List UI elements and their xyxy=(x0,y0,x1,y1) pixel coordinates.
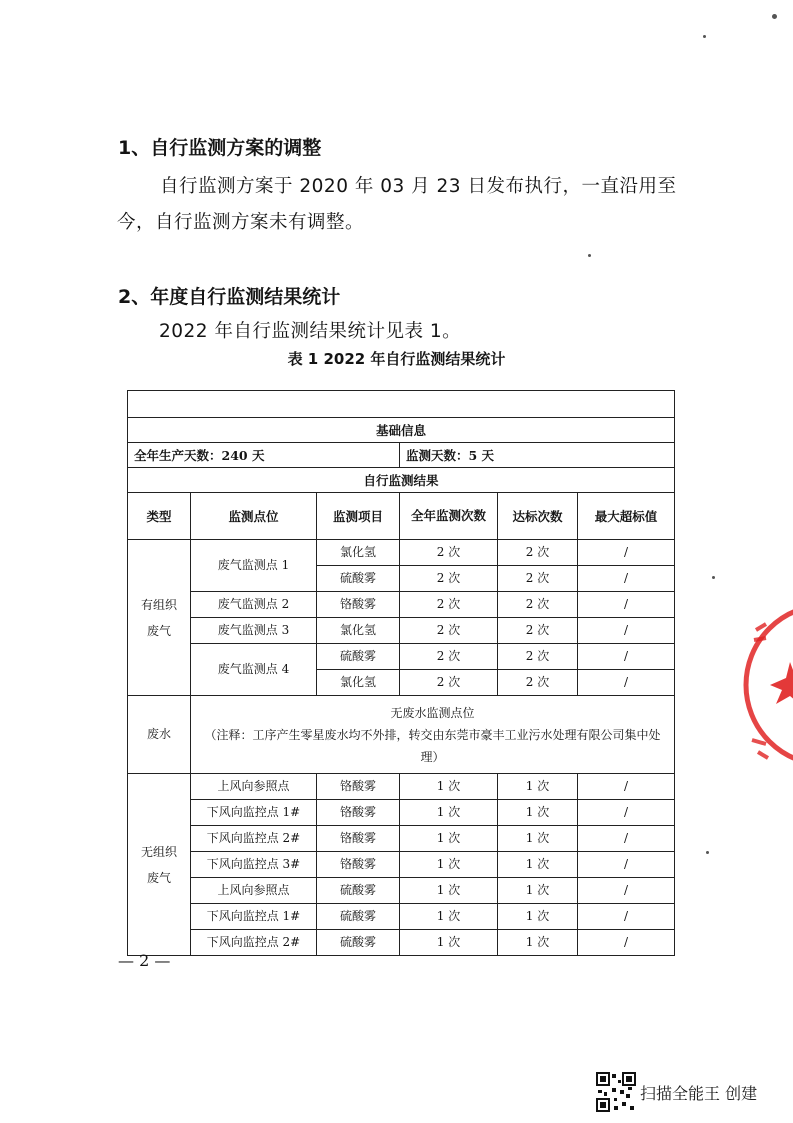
count-cell: 2 次 xyxy=(400,644,498,670)
pass-cell: 1 次 xyxy=(498,904,578,930)
max-cell: / xyxy=(578,566,675,592)
pass-cell: 1 次 xyxy=(498,826,578,852)
count-cell: 1 次 xyxy=(400,852,498,878)
item-cell: 氯化氢 xyxy=(317,670,400,696)
wastewater-info xyxy=(191,696,675,774)
count-cell: 1 次 xyxy=(400,826,498,852)
pass-cell: 1 次 xyxy=(498,878,578,904)
item-cell: 硫酸雾 xyxy=(317,930,400,956)
pass-cell: 2 次 xyxy=(498,540,578,566)
section-1-paragraph-line-2: 今，自行监测方案未有调整。 xyxy=(117,212,365,233)
monitoring-days: 监测天数：5 天 xyxy=(400,443,675,468)
item-cell: 硫酸雾 xyxy=(317,904,400,930)
page-number: — 2 — xyxy=(118,951,171,970)
header-pass-count: 达标次数 xyxy=(498,493,578,540)
table-row xyxy=(128,904,675,930)
header-annual-count: 全年监测次数 xyxy=(400,493,498,540)
pass-cell: 1 次 xyxy=(498,800,578,826)
max-cell: / xyxy=(578,644,675,670)
count-cell: 1 次 xyxy=(400,904,498,930)
pass-cell: 1 次 xyxy=(498,930,578,956)
item-cell: 氯化氢 xyxy=(317,540,400,566)
max-cell: / xyxy=(578,852,675,878)
count-cell: 1 次 xyxy=(400,878,498,904)
results-title-row xyxy=(128,468,675,493)
basic-info-title: 基础信息 xyxy=(128,418,675,443)
table-top-blank-cell xyxy=(128,391,675,418)
count-cell: 2 次 xyxy=(400,670,498,696)
section-2-intro: 2022 年自行监测结果统计见表 1。 xyxy=(159,321,462,342)
point-cell: 下风向监控点 3# xyxy=(191,852,317,878)
wastewater-title: 无废水监测点位 xyxy=(390,705,475,720)
production-days: 全年生产天数：240 天 xyxy=(128,443,400,468)
item-cell: 氯化氢 xyxy=(317,618,400,644)
wastewater-note: （注释：工序产生零星废水均不外排，转交由东莞市豪丰工业污水处理有限公司集中处理） xyxy=(204,727,661,764)
header-point: 监测点位 xyxy=(191,493,317,540)
item-cell: 硫酸雾 xyxy=(317,644,400,670)
count-cell: 2 次 xyxy=(400,618,498,644)
pass-cell: 1 次 xyxy=(498,852,578,878)
monitoring-results-table xyxy=(127,390,675,956)
item-cell: 铬酸雾 xyxy=(317,800,400,826)
item-cell: 硫酸雾 xyxy=(317,878,400,904)
header-max-exceed: 最大超标值 xyxy=(578,493,675,540)
section-1-paragraph-line-1: 自行监测方案于 2020 年 03 月 23 日发布执行，一直沿用至 xyxy=(160,176,677,197)
point-cell: 废气监测点 3 xyxy=(191,618,317,644)
table-row xyxy=(128,930,675,956)
count-cell: 1 次 xyxy=(400,930,498,956)
max-cell: / xyxy=(578,670,675,696)
table-row xyxy=(128,540,675,566)
point-cell: 废气监测点 4 xyxy=(191,644,317,696)
point-cell: 废气监测点 2 xyxy=(191,592,317,618)
point-cell: 上风向参照点 xyxy=(191,878,317,904)
scan-speck xyxy=(703,35,706,38)
item-cell: 铬酸雾 xyxy=(317,592,400,618)
scan-speck xyxy=(588,254,591,257)
pass-cell: 2 次 xyxy=(498,618,578,644)
scan-speck xyxy=(772,14,777,19)
pass-cell: 2 次 xyxy=(498,644,578,670)
max-cell: / xyxy=(578,774,675,800)
table-top-blank-row xyxy=(128,391,675,418)
point-cell: 下风向监控点 2# xyxy=(191,826,317,852)
results-title: 自行监测结果 xyxy=(128,468,675,493)
pass-cell: 2 次 xyxy=(498,592,578,618)
max-cell: / xyxy=(578,592,675,618)
item-cell: 铬酸雾 xyxy=(317,774,400,800)
table-row xyxy=(128,774,675,800)
qr-code-icon xyxy=(596,1072,636,1112)
table-row xyxy=(128,852,675,878)
point-cell: 下风向监控点 1# xyxy=(191,904,317,930)
max-cell: / xyxy=(578,878,675,904)
red-seal-stamp-icon xyxy=(738,600,793,770)
max-cell: / xyxy=(578,540,675,566)
type-organized-gas: 有组织 废气 xyxy=(128,540,191,696)
item-cell: 铬酸雾 xyxy=(317,826,400,852)
header-type: 类型 xyxy=(128,493,191,540)
count-cell: 1 次 xyxy=(400,774,498,800)
header-item: 监测项目 xyxy=(317,493,400,540)
count-cell: 2 次 xyxy=(400,566,498,592)
scanner-watermark: 扫描全能王 创建 xyxy=(640,1084,758,1103)
type-wastewater: 废水 xyxy=(128,696,191,774)
table-header-row xyxy=(128,493,675,540)
table-row xyxy=(128,644,675,670)
point-cell: 下风向监控点 2# xyxy=(191,930,317,956)
max-cell: / xyxy=(578,826,675,852)
max-cell: / xyxy=(578,904,675,930)
pass-cell: 2 次 xyxy=(498,566,578,592)
point-cell: 下风向监控点 1# xyxy=(191,800,317,826)
table-row xyxy=(128,592,675,618)
table-caption: 表 1 2022 年自行监测结果统计 xyxy=(287,350,506,368)
scan-speck xyxy=(712,576,715,579)
basic-info-title-row xyxy=(128,418,675,443)
max-cell: / xyxy=(578,930,675,956)
pass-cell: 2 次 xyxy=(498,670,578,696)
item-cell: 铬酸雾 xyxy=(317,852,400,878)
table-row xyxy=(128,826,675,852)
wastewater-row xyxy=(128,696,675,774)
max-cell: / xyxy=(578,618,675,644)
max-cell: / xyxy=(578,800,675,826)
section-2-heading: 2、年度自行监测结果统计 xyxy=(118,286,341,308)
count-cell: 2 次 xyxy=(400,540,498,566)
point-cell: 废气监测点 1 xyxy=(191,540,317,592)
section-1-heading: 1、自行监测方案的调整 xyxy=(118,137,322,159)
pass-cell: 1 次 xyxy=(498,774,578,800)
table-row xyxy=(128,800,675,826)
type-unorganized-gas: 无组织 废气 xyxy=(128,774,191,956)
basic-info-values-row xyxy=(128,443,675,468)
item-cell: 硫酸雾 xyxy=(317,566,400,592)
table-row xyxy=(128,618,675,644)
point-cell: 上风向参照点 xyxy=(191,774,317,800)
count-cell: 1 次 xyxy=(400,800,498,826)
table-row xyxy=(128,878,675,904)
scan-speck xyxy=(706,851,709,854)
count-cell: 2 次 xyxy=(400,592,498,618)
